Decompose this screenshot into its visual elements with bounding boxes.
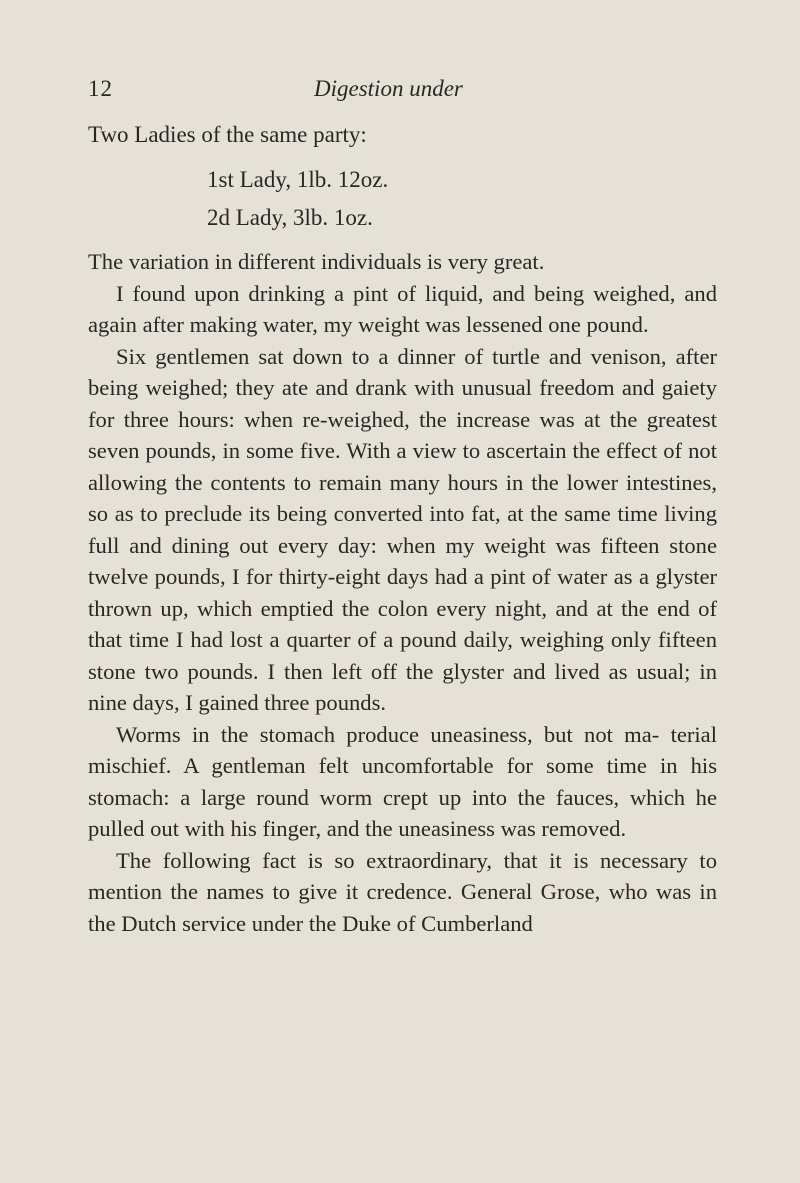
paragraph-liquid: I found upon drinking a pint of liquid, and being weighed, and again after making water, my weight was lessened one pound. <box>88 280 717 337</box>
paragraph-worms: Worms in the stomach produce uneasiness, but not ma- terial mischief. A gentleman felt uncomfortable for some time in his stomach: a large round worm crept up into the fauces, which he pulled out with his finger, and the uneasiness was removed. <box>88 721 717 841</box>
running-head: Digestion under <box>314 76 463 101</box>
page-header <box>88 68 718 108</box>
paragraph-variation: The variation in different individuals is very great. <box>88 249 545 274</box>
page-number: 12 <box>88 76 113 101</box>
body-text <box>88 246 717 939</box>
paragraph-dinner: Six gentlemen sat down to a dinner of turtle and venison, after being weighed; they ate and drank with unusual freedom and gaiety for three hours: when re-weighed, the increase was at the greatest seven pounds, in some five. With a view to ascertain the effect of not allowing the contents to remain many hours in the lower intestines, so as to preclude its being converted into fat, at the same time living full and dining out every day: when my weight was fifteen stone twelve pounds, I for thirty-eight days had a pint of water as a glyster thrown up, which emptied the colon every night, and at the end of that time I had lost a quarter of a pound daily, weighing only fifteen stone two pounds. I then left off the glyster and lived as usual; in nine days, I gained three pounds. <box>88 343 717 715</box>
paragraph-general-grose: The following fact is so extraordinary, that it is necessary to mention the names to give it credence. General Grose, who was in the Dutch service under the Duke of Cumberland <box>88 847 717 936</box>
weight-entry-first-lady: 1st Lady, 1lb. 12oz. <box>207 167 389 192</box>
weight-entry-second-lady: 2d Lady, 3lb. 1oz. <box>207 205 373 230</box>
intro-line: Two Ladies of the same party: <box>88 122 367 147</box>
